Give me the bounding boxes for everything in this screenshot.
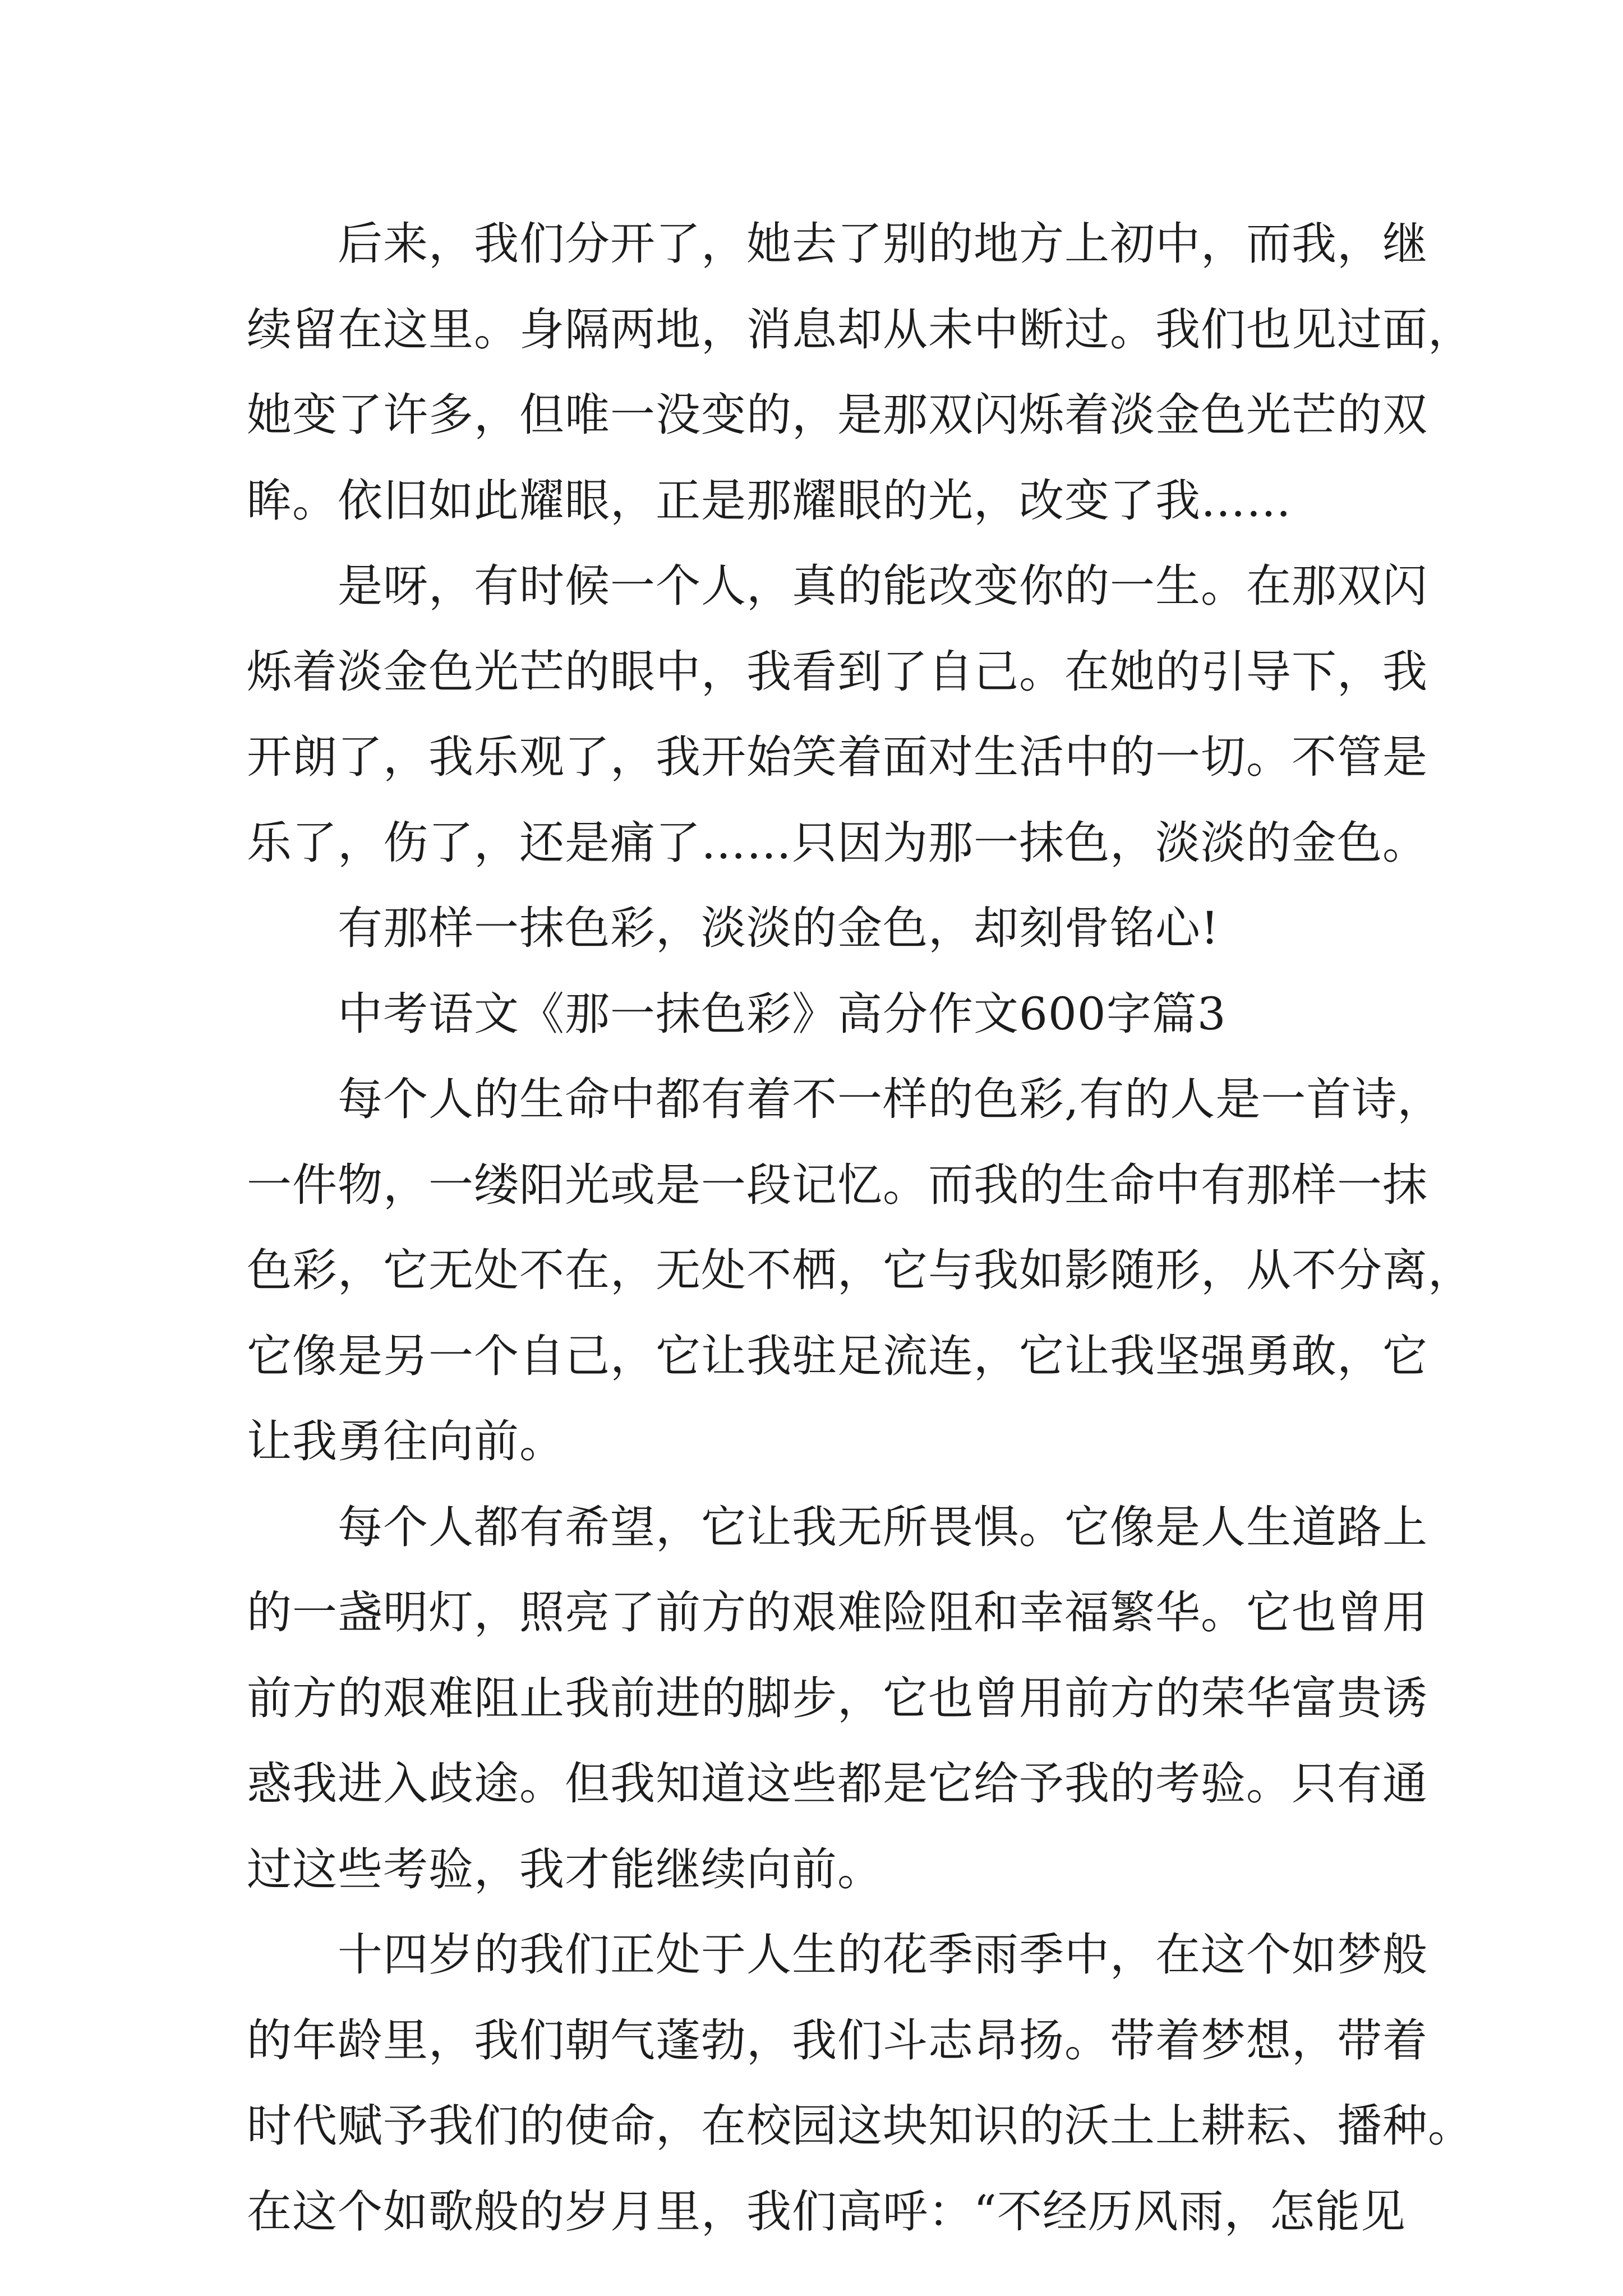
text-line: 在这个如歌般的岁月里，我们高呼：“不经历风雨，怎能见 bbox=[247, 2185, 1406, 2238]
heading-line: 中考语文《那一抹色彩》高分作文600字篇3 bbox=[338, 987, 1227, 1040]
text-line: 的一盏明灯，照亮了前方的艰难险阻和幸福繁华。它也曾用 bbox=[247, 1586, 1428, 1639]
text-line: 让我勇往向前。 bbox=[247, 1415, 565, 1467]
text-line: 每个人的生命中都有着不一样的色彩,有的人是一首诗， bbox=[338, 1073, 1443, 1125]
text-line: 它像是另一个自己，它让我驻足流连，它让我坚强勇敢，它 bbox=[247, 1329, 1428, 1382]
text-line: 过这些考验，我才能继续向前。 bbox=[247, 1843, 883, 1895]
text-line: 有那样一抹色彩，淡淡的金色，却刻骨铭心! bbox=[338, 902, 1220, 954]
text-line: 时代赋予我们的使命，在校园这块知识的沃土上耕耘、播种。 bbox=[247, 2100, 1473, 2152]
text-line: 一件物，一缕阳光或是一段记忆。而我的生命中有那样一抹 bbox=[247, 1158, 1428, 1211]
text-line: 每个人都有希望，它让我无所畏惧。它像是人生道路上 bbox=[338, 1501, 1428, 1553]
text-line: 续留在这里。身隔两地，消息却从未中断过。我们也见过面， bbox=[247, 303, 1473, 356]
paragraph bbox=[247, 214, 1473, 556]
text-line: 十四岁的我们正处于人生的花季雨季中，在这个如梦般 bbox=[338, 1929, 1428, 1981]
text-line: 她变了许多，但唯一没变的，是那双闪烁着淡金色光芒的双 bbox=[247, 389, 1428, 441]
section-heading bbox=[247, 984, 1391, 1070]
text-line: 眸。依旧如此耀眼，正是那耀眼的光，改变了我…… bbox=[247, 474, 1292, 527]
text-line: 的年龄里，我们朝气蓬勃，我们斗志昂扬。带着梦想，带着 bbox=[247, 2014, 1428, 2067]
paragraph bbox=[247, 899, 1391, 984]
body-text bbox=[247, 214, 1473, 2267]
text-line: 开朗了，我乐观了，我开始笑着面对生活中的一切。不管是 bbox=[247, 731, 1428, 783]
text-line: 乐了，伤了，还是痛了……只因为那一抹色，淡淡的金色。 bbox=[247, 816, 1428, 869]
paragraph bbox=[247, 1498, 1428, 1926]
text-line: 惑我进入歧途。但我知道这些都是它给予我的考验。只有通 bbox=[247, 1757, 1428, 1810]
paragraph bbox=[247, 1925, 1473, 2267]
paragraph bbox=[247, 556, 1428, 899]
text-line: 是呀，有时候一个人，真的能改变你的一生。在那双闪 bbox=[338, 560, 1428, 612]
text-line: 前方的艰难阻止我前进的脚步，它也曾用前方的荣华富贵诱 bbox=[247, 1672, 1428, 1724]
text-line: 色彩，它无处不在，无处不栖，它与我如影随形，从不分离， bbox=[247, 1244, 1473, 1296]
text-line: 烁着淡金色光芒的眼中，我看到了自己。在她的引导下，我 bbox=[247, 645, 1428, 698]
paragraph bbox=[247, 1070, 1473, 1498]
text-line: 后来，我们分开了，她去了别的地方上初中，而我，继 bbox=[338, 218, 1428, 270]
